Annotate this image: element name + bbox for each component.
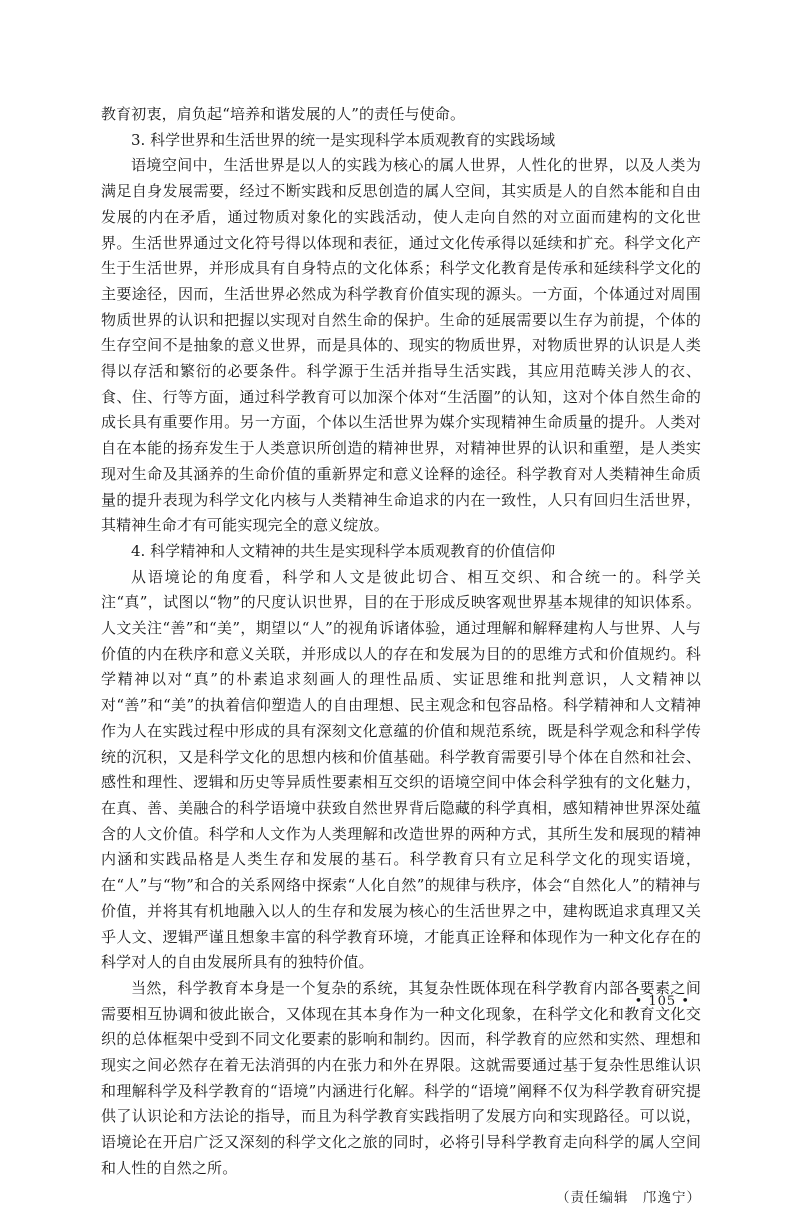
responsible-editor: （责任编辑 邝逸宁）: [556, 1189, 701, 1206]
paragraph-conclusion: 当然，科学教育本身是一个复杂的系统，其复杂性既体现在科学教育内部各要素之间需要相互协调和彼此嵌合，又体现在其本身作为一种文化现象，在科学文化和教育文化交织的总体框架中受到不同文化要素的影响和制约。因而，科学教育的应然和实然、理想和现实之间必然存在着无法消弭的内在张力和外在界限。这就需要通过基于复杂性思维认识和理解科学及科学教育的“语境”内涵进行化解。科学的“语境”阐释不仅为科学教育研究提供了认识论和方法论的指导，而且为科学教育实践指明了发展方向和实现路径。可以说，语境论在开启广泛又深刻的科学文化之旅的同时，必将引导科学教育走向科学的属人空间和人性的自然之所。: [101, 978, 701, 1177]
paragraph-continued: 教育初衷，肩负起“培养和谐发展的人”的责任与使命。: [101, 105, 466, 123]
section-heading-4: 4. 科学精神和人文精神的共生是实现科学本质观教育的价值信仰: [131, 541, 556, 560]
paragraph-life-world: 语境空间中，生活世界是以人的实践为核心的属人世界，人性化的世界，以及人类为满足自身发展需要，经过不断实践和反思创造的属人空间，其实质是人的自然本能和自由发展的内在矛盾，通过物质对象化的实践活动，使人走向自然的对立面而建构的文化世界。生活世界通过文化符号得以体现和表征，通过文化传承得以延续和扩充。科学文化产生于生活世界，并形成具有自身特点的文化体系；科学文化教育是传承和延续科学文化的主要途径，因而，生活世界必然成为科学教育价值实现的源头。一方面，个体通过对周围物质世界的认识和把握以实现对自然生命的保护。生命的延展需要以生存为前提，个体的生存空间不是抽象的意义世界，而是具体的、现实的物质世界，对物质世界的认识是人类得以存活和繁衍的必要条件。科学源于生活并指导生活实践，其应用范畴关涉人的衣、食、住、行等方面，通过科学教育可以加深个体对“生活圈”的认知，这对个体自然生命的成长具有重要作用。另一方面，个体以生活世界为媒介实现精神生命质量的提升。人类对自在本能的扬弃发生于人类意识所创造的精神世界，对精神世界的认识和重塑，是人类实现对生命及其涵养的生命价值的重新界定和意义诠释的途径。科学教育对人类精神生命质量的提升表现为科学文化内核与人类精神生命追求的内在一致性，人只有回归生活世界，其精神生命才有可能实现完全的意义绽放。: [101, 156, 701, 535]
page-number: • 105 •: [634, 994, 690, 1009]
section-heading-3: 3. 科学世界和生活世界的统一是实现科学本质观教育的实践场域: [131, 130, 556, 149]
article-body: [101, 102, 701, 1210]
paragraph-science-humanities: 从语境论的角度看，科学和人文是彼此切合、相互交织、和合统一的。科学关注“真”，试图以“物”的尺度认识世界，目的在于形成反映客观世界基本规律的知识体系。人文关注“善”和“美”，期望以“人”的视角诉诸体验，通过理解和解释建构人与世界、人与价值的内在秩序和意义关联，并形成以人的存在和发展为目的的思维方式和价值规约。科学精神以对“真”的朴素追求刻画人的理性品质、实证思维和批判意识，人文精神以对“善”和“美”的执着信仰塑造人的自由理想、民主观念和包容品格。科学精神和人文精神作为人在实践过程中形成的具有深刻文化意蕴的价值和规范系统，既是科学观念和科学传统的沉积，又是科学文化的思想内核和价值基础。科学教育需要引导个体在自然和社会、感性和理性、逻辑和历史等异质性要素相互交织的语境空间中体会科学独有的文化魅力，在真、善、美融合的科学语境中获致自然世界背后隐藏的科学真相，感知精神世界深处蕴含的人文价值。科学和人文作为人类理解和改造世界的两种方式，其所生发和展现的精神内涵和实践品格是人类生存和发展的基石。科学教育只有立足科学文化的现实语境，在“人”与“物”和合的关系网络中探索“人化自然”的规律与秩序，体会“自然化人”的精神与价值，并将其有机地融入以人的生存和发展为核心的生活世界之中，建构既追求真理又关乎人文、逻辑严谨且想象丰富的科学教育环境，才能真正诠释和体现作为一种文化存在的科学对人的自由发展所具有的独特价值。: [101, 567, 701, 972]
